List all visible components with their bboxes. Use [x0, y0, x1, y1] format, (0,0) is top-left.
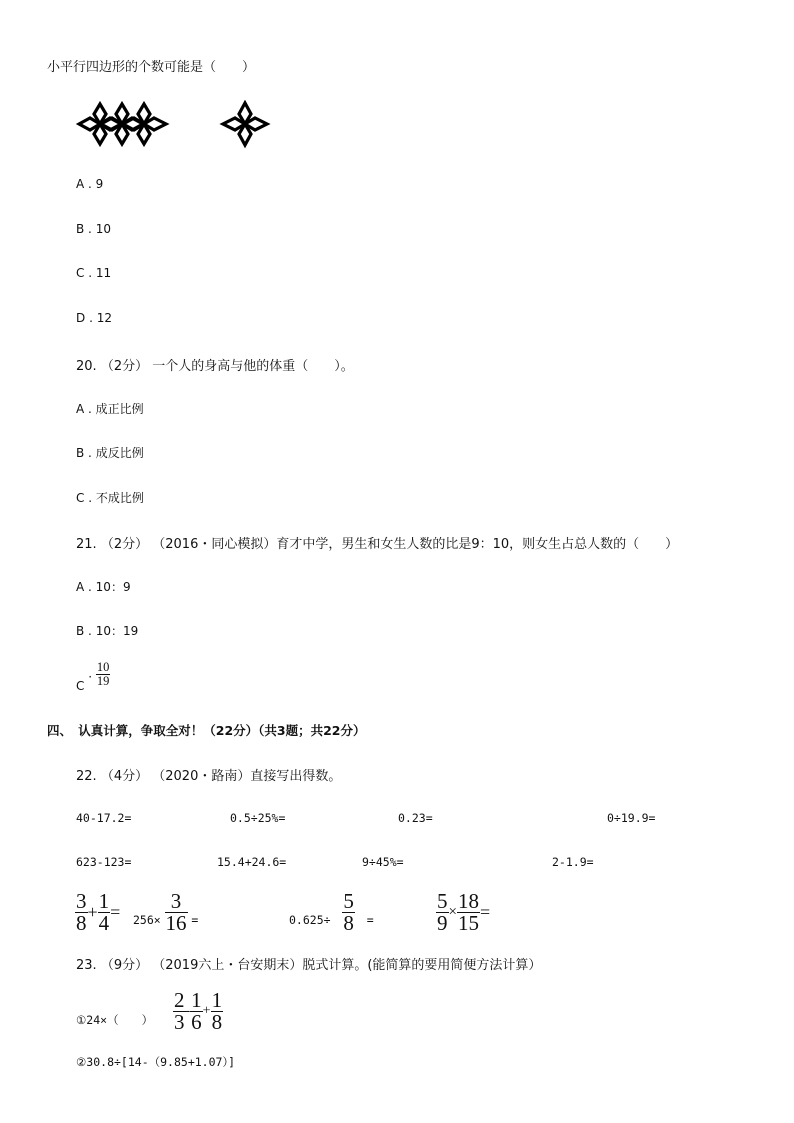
q19-option-c[interactable]: C . 11: [76, 266, 112, 280]
q22-expr-3-4: $\frac{5}{9}$ × $\frac{18}{15}$ =: [437, 889, 491, 935]
q19-stem: 小平行四边形的个数可能是（ ）: [47, 60, 256, 75]
q23-item-2: ②30.8÷[14-（9.85+1.07）]: [76, 1055, 236, 1069]
q21-stem: 21. （2分） （2016・同心模拟）育才中学，男生和女生人数的比是9：10，则女生占总人数的（ ）: [76, 537, 679, 552]
q23-item-1-fractions: $\frac{2}{3}$ - $\frac{1}{6}$ + $\frac{1}{8}$: [174, 988, 223, 1034]
q20-stem: 20. （2分） 一个人的身高与他的体重（ ）。: [76, 359, 354, 374]
flower-single: [223, 103, 267, 145]
parallelogram-figure: [76, 100, 276, 150]
q22-stem: 22. （4分） （2020・路南）直接写出得数。: [76, 769, 342, 784]
flower-3: [123, 104, 166, 144]
q19-option-d[interactable]: D . 12: [76, 311, 112, 325]
q20-option-a[interactable]: A . 成正比例: [76, 402, 144, 416]
q23-item-1-prefix: ①24×（ ）: [76, 1013, 154, 1027]
q22-expr-1-4: 0÷19.9=: [607, 811, 656, 825]
q22-expr-3-2: 256× $\frac{3}{16}$ =: [133, 889, 199, 935]
q22-expr-1-2: 0.5÷25%=: [230, 811, 286, 825]
q21-option-c-fraction: $\frac{10}{19}$: [96, 660, 110, 688]
q22-expr-2-2: 15.4+24.6=: [217, 855, 287, 869]
q21-option-c[interactable]: C . $\frac{10}{19}$: [76, 660, 110, 693]
q23-stem: 23. （9分） （2019六上・台安期末）脱式计算。(能简算的要用简便方法计算）: [76, 958, 542, 973]
q19-option-b[interactable]: B . 10: [76, 222, 111, 236]
q20-option-c[interactable]: C . 不成比例: [76, 491, 144, 505]
section-4-heading: 四、 认真计算，争取全对！（22分）（共3题；共22分）: [47, 723, 366, 738]
q19-option-a[interactable]: A . 9: [76, 177, 104, 191]
q22-expr-3-1: $\frac{3}{8}$ + $\frac{1}{4}$ =: [76, 889, 121, 935]
q22-expr-2-4: 2-1.9=: [552, 855, 594, 869]
q22-expr-2-3: 9÷45%=: [362, 855, 404, 869]
q21-option-a[interactable]: A . 10：9: [76, 580, 131, 594]
q22-expr-1-3: 0.23=: [398, 811, 433, 825]
q22-expr-1-1: 40-17.2=: [76, 811, 132, 825]
q22-expr-3-3: 0.625÷ $\frac{5}{8}$ =: [289, 889, 374, 935]
q21-option-b[interactable]: B . 10：19: [76, 624, 139, 638]
q22-expr-2-1: 623-123=: [76, 855, 132, 869]
q20-option-b[interactable]: B . 成反比例: [76, 446, 144, 460]
